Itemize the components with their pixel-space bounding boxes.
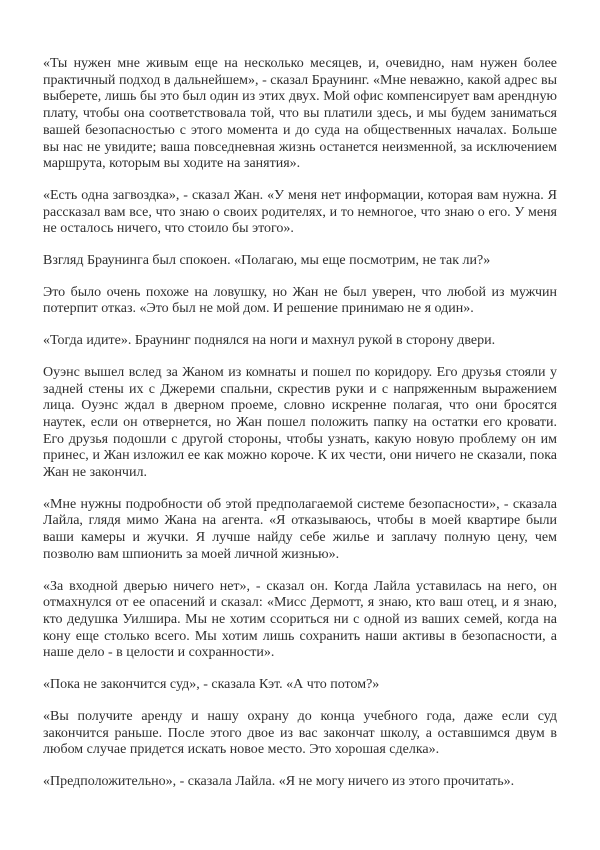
paragraph-11: «Предположительно», - сказала Лайла. «Я не могу ничего из этого прочитать». — [43, 773, 515, 789]
paragraph-3: Взгляд Браунинга был спокоен. «Полагаю, мы еще посмотрим, не так ли?» — [43, 253, 491, 269]
paragraph-4: Это было очень похоже на ловушку, но Жан не был уверен, что любой из мужчин потерпит отказ. «Это был не мой дом. И решение принимаю не я один». — [43, 284, 557, 317]
paragraph-5: «Тогда идите». Браунинг поднялся на ноги и махнул рукой в сторону двери. — [43, 333, 496, 349]
paragraph-2: «Есть одна загвоздка», - сказал Жан. «У меня нет информации, которая вам нужна. Я рассказал вам все, что знаю о своих родителях, и то немногое, что знаю о его. У меня не осталось ничего, что стоило бы этого». — [43, 187, 557, 237]
paragraph-7: «Мне нужны подробности об этой предполагаемой системе безопасности», - сказала Лайла, глядя мимо Жана на агента. «Я отказываюсь, чтобы в моей квартире были ваши камеры и жучки. Я лучше найду себе жилье и заплачу полную цену, чем позволю вам шпионить за моей личной жизнью». — [43, 496, 557, 562]
paragraph-8: «За входной дверью ничего нет», - сказал он. Когда Лайла уставилась на него, он отмахнулся от ее опасений и сказал: «Мисс Дермотт, я знаю, кто ваш отец, и я знаю, кто дедушка Уилшира. Мы не хотим ссориться ни с одной из ваших семей, когда на кону еще столько всего. Мы хотим лишь сохранить наши активы в безопасности, а наше дело - в целости и сохранности». — [43, 578, 557, 661]
paragraph-1: «Ты нужен мне живым еще на несколько месяцев, и, очевидно, нам нужен более практичный подход в дальнейшем», - сказал Браунинг. «Мне неважно, какой адрес вы выберете, лишь бы это был один из этих двух. Мой офис компенсирует вам арендную плату, чтобы она соответствовала той, что вы платили здесь, и мы будем заниматься вашей безопасностью с этого момента и до суда на общественных началах. Больше вы нас не увидите; ваша повседневная жизнь останется неизменной, за исключением маршрута, которым вы ходите на занятия». — [43, 56, 557, 172]
paragraph-9: «Пока не закончится суд», - сказала Кэт. «А что потом?» — [43, 677, 380, 693]
paragraph-10: «Вы получите аренду и нашу охрану до конца учебного года, даже если суд закончится раньше. После этого двое из вас закончат школу, а оставшимся двум в любом случае придется искать новое место. Это хорошая сделка». — [43, 708, 557, 758]
paragraph-6: Оуэнс вышел вслед за Жаном из комнаты и пошел по коридору. Его друзья стояли у задней стены их с Джереми спальни, скрестив руки и с напряженным выражением лица. Оуэнс ждал в дверном проеме, словно искренне полагая, что они бросятся наутек, если он отвернется, но Жан пошел положить папку на остатки его кровати. Его друзья подошли с другой стороны, чтобы узнать, какую новую проблему он им принес, и Жан изложил ее как можно короче. К их чести, они ничего не сказали, пока Жан не закончил. — [43, 364, 557, 481]
